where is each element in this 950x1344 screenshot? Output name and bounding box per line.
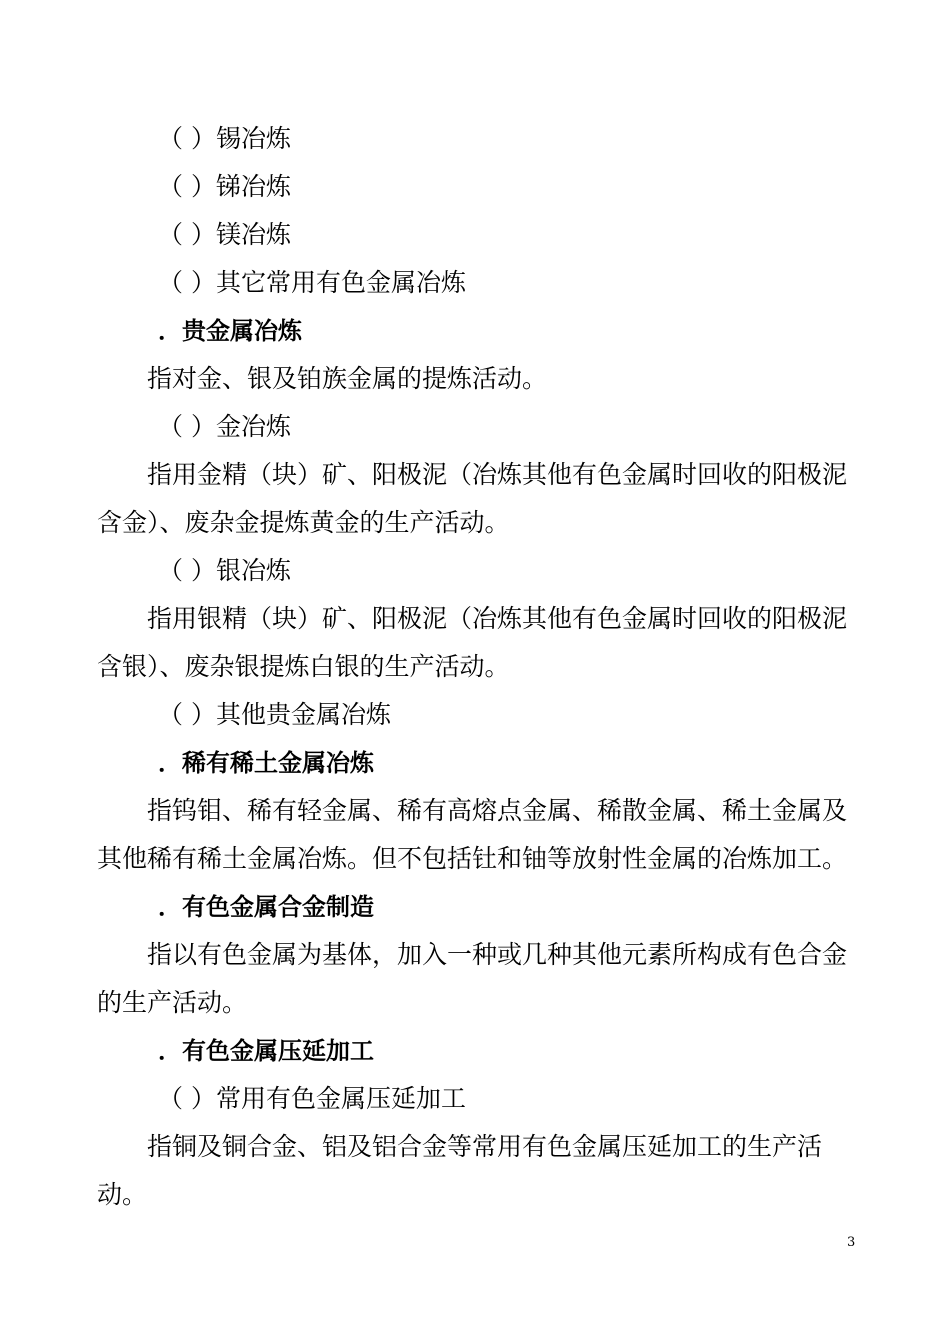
paragraph-rolling-line-1: 指铜及铜合金、铝及铝合金等常用有色金属压延加工的生产活	[147, 1132, 823, 1161]
section-heading-rolling: ．有色金属压延加工	[158, 1037, 374, 1065]
subsection-other-precious-metals: （ ）其他贵金属冶炼	[158, 700, 391, 729]
paragraph-precious-metals: 指对金、银及铂族金属的提炼活动。	[147, 364, 548, 393]
subsection-common-rolling: （ ）常用有色金属压延加工	[158, 1084, 466, 1113]
section-heading-alloy: ．有色金属合金制造	[158, 893, 374, 921]
subsection-silver-smelting: （ ）银冶炼	[158, 556, 291, 585]
paragraph-alloy-line-2: 的生产活动。	[97, 988, 248, 1017]
paragraph-rare-earth-line-1: 指钨钼、稀有轻金属、稀有高熔点金属、稀散金属、稀土金属及	[147, 796, 848, 825]
paragraph-silver-line-2: 含银）、废杂银提炼白银的生产活动。	[97, 652, 510, 681]
subsection-magnesium-smelting: （ ）镁冶炼	[158, 220, 291, 249]
subsection-other-common-metals: （ ）其它常用有色金属冶炼	[158, 268, 466, 297]
subsection-antimony-smelting: （ ）锑冶炼	[158, 172, 291, 201]
subsection-gold-smelting: （ ）金冶炼	[158, 412, 291, 441]
paragraph-rolling-line-2: 动。	[97, 1180, 148, 1209]
subsection-tin-smelting: （ ）锡冶炼	[158, 124, 291, 153]
paragraph-rare-earth-line-2: 其他稀有稀土金属冶炼。但不包括钍和铀等放射性金属的冶炼加工。	[97, 844, 848, 873]
paragraph-silver-line-1: 指用银精（块）矿、阳极泥（冶炼其他有色金属时回收的阳极泥	[147, 604, 848, 633]
section-heading-precious-metals: ．贵金属冶炼	[158, 317, 302, 345]
page-number: 3	[847, 1235, 856, 1250]
paragraph-gold-line-1: 指用金精（块）矿、阳极泥（冶炼其他有色金属时回收的阳极泥	[147, 460, 848, 489]
paragraph-gold-line-2: 含金）、废杂金提炼黄金的生产活动。	[97, 508, 510, 537]
paragraph-alloy-line-1: 指以有色金属为基体，加入一种或几种其他元素所构成有色合金	[147, 940, 848, 969]
section-heading-rare-earth: ．稀有稀土金属冶炼	[158, 749, 374, 777]
